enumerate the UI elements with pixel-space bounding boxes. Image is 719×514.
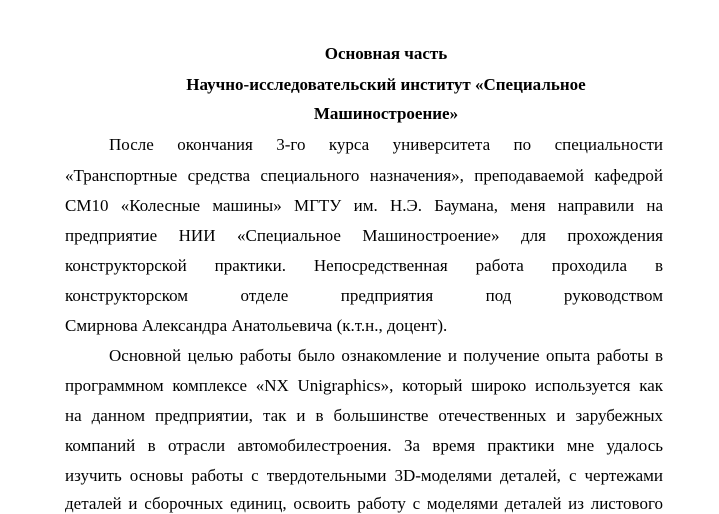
paragraph-2-line-6: деталей и сборочных единиц, освоить работу с моделями деталей из листового	[65, 494, 663, 513]
paragraph-2-line-3: на данном предприятии, так и в большинстве отечественных и зарубежных	[65, 406, 663, 425]
paragraph-1-line-2: «Транспортные средства специального назначения», преподаваемой кафедрой	[65, 166, 663, 185]
paragraph-1-line-6: конструкторском отделе предприятия под руководством	[65, 286, 663, 305]
paragraph-1-line-1: После окончания 3-го курса университета по специальности	[109, 135, 663, 154]
paragraph-1-line-4: предприятие НИИ «Специальное Машиностроение» для прохождения	[65, 226, 663, 245]
paragraph-2-line-4: компаний в отрасли автомобилестроения. За время практики мне удалось	[65, 436, 663, 455]
subsection-title-line-1: Научно-исследовательский институт «Специальное	[186, 75, 586, 94]
paragraph-1-line-3: СМ10 «Колесные машины» МГТУ им. Н.Э. Баумана, меня направили на	[65, 196, 663, 215]
paragraph-2-line-5: изучить основы работы с твердотельными 3D-моделями деталей, с чертежами	[65, 466, 663, 485]
paragraph-2-line-1: Основной целью работы было ознакомление и получение опыта работы в	[109, 346, 663, 365]
paragraph-1-line-7: Смирнова Александра Анатольевича (к.т.н., доцент).	[65, 316, 448, 335]
paragraph-1-line-5: конструкторской практики. Непосредственная работа проходила в	[65, 256, 663, 275]
paragraph-2-line-2: программном комплексе «NX Unigraphics», который широко используется как	[65, 376, 663, 395]
section-title: Основная часть	[324, 44, 448, 63]
subsection-title-line-2: Машиностроение»	[313, 104, 459, 123]
